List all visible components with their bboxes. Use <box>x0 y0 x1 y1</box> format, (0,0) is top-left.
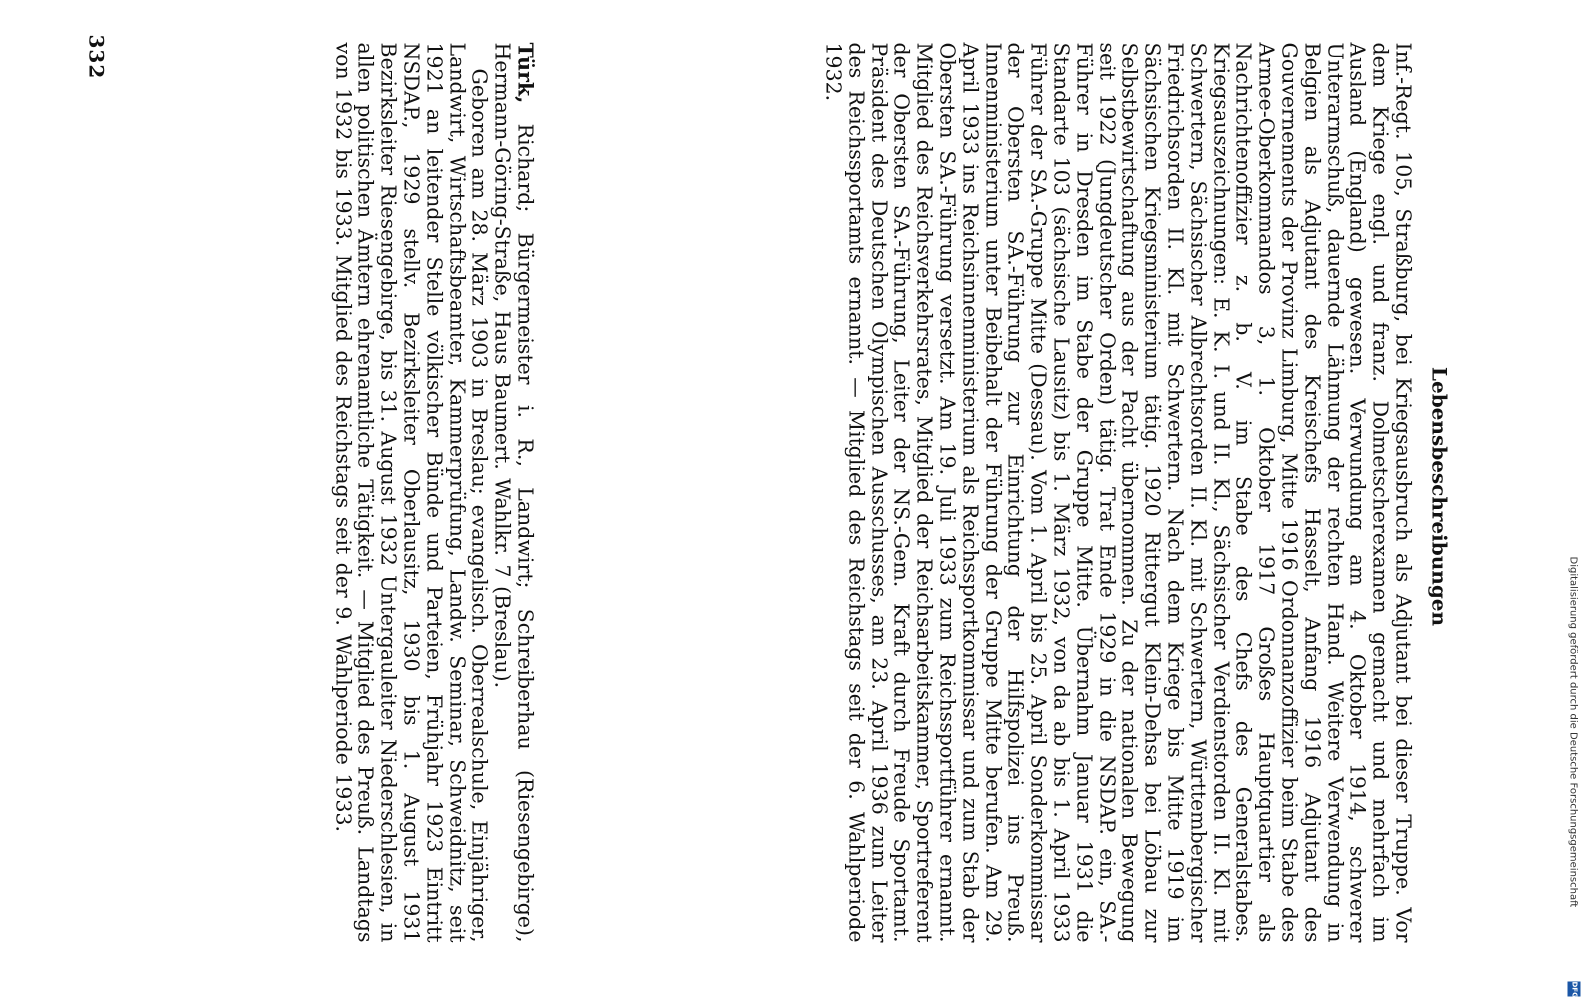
document-page <box>4 0 1583 997</box>
entry-paragraph: Geboren am 28. März 1903 in Breslau; evangelisch. Oberrealschule, Einjähriger, Landwirt, Wirtschaftsbeamter, Kammerprüfung, Landw. Seminar, Schweidnitz, seit 1921 an leitender Stelle völkischer Bünde und Parteien, Frühjahr 1923 Eintritt NSDAP., 1929 stellv. Bezirksleiter Oberlausitz, 1930 bis 1. August 1931 Bezirksleiter Riesengebirge, bis 31. August 1932 Untergauleiter Niederschlesien, in allen politischen Ämtern ehrenamtliche Tätigkeit. — Mitglied des Preuß. Landtags von 1932 bis 1933. Mitglied des Reichstags seit der 9. Wahlperiode 1933. <box>331 42 492 943</box>
page-number: 332 <box>84 34 109 80</box>
biography-entry-continued <box>822 43 1415 943</box>
dfg-logo: DFG <box>1568 982 1581 997</box>
entry-name: Türk, <box>513 42 538 104</box>
biography-entry-tuerk <box>331 43 536 943</box>
entry-paragraph: Inf.-Regt. 105, Straßburg, bei Kriegsausbruch als Adjutant bei dieser Truppe. Vor dem Kriege engl. und franz. Dolmetscherexamen gemacht und mehrfach im Ausland (England) gewesen. Verwundung am 4. Oktober 1914, schwerer Unterarmschuß, dauernde Lähmung der rechten Hand. Weitere Verwendung in Belgien als Adjutant des Kreischefs Hasselt, Anfang 1916 Adjutant des Gouvernements der Provinz Limburg, Mitte 1916 Ordonnanzoffizier beim Stabe des Armee-Oberkommandos 3, 1. Oktober 1917 Großes Hauptquartier als Nachrichtenoffizier z. b. V. im Stabe des Chefs des Generalstabes. Kriegsauszeichnungen: E. K. I. und II. Kl., Sächsischer Verdienstorden II. Kl. mit Schwertern, Sächsischer Albrechtsorden II. Kl. mit Schwertern, Württembergischer Friedrichsorden II. Kl. mit Schwertern. Nach dem Kriege bis Mitte 1919 im Sächsischen Kriegsministerium tätig. 1920 Rittergut Klein-Dehsa bei Löbau zur Selbstbewirtschaftung aus der Pacht übernommen. Zu der nationalen Bewegung seit 1922 (Jungdeutscher Orden) tätig. Trat Ende 1929 in die NSDAP. ein, SA.-Führer in Dresden im Stabe der Gruppe Mitte. Übernahm Januar 1931 die Standarte 103 (sächsische Lausitz) bis 1. März 1932, von da ab bis 1. April 1933 Führer der SA.-Gruppe Mitte (Dessau). Vom 1. April bis 25. April Sonderkommissar der Obersten SA.-Führung zur Einrichtung der Hilfspolizei ins Preuß. Innenministerium unter Beibehalt der Führung der Gruppe Mitte berufen. Am 29. April 1933 ins Reichsinnenministerium als Reichssportkommissar und zum Stab der Obersten SA.-Führung versetzt. Am 19. Juli 1933 zum Reichssportführer ernannt. Mitglied des Reichsverkehrsrates, Mitglied der Reichsarbeitskammer, Sportreferent der Obersten SA.-Führung, Leiter der NS.-Gem. Kraft durch Freude Sportamt. Präsident des Deutschen Olympischen Ausschusses, am 23. April 1936 zum Leiter des Reichssportamts ernannt. — Mitglied des Reichstags seit der 6. Wahlperiode 1932. <box>821 42 1416 943</box>
digitization-credit: Digitalisierung gefördert durch die Deutsche Forschungsgemeinschaft <box>1567 556 1579 908</box>
entry-header <box>491 43 537 943</box>
running-head: Lebensbeschreibungen <box>1427 366 1452 627</box>
entry-header-details: Richard; Bürgermeister i. R., Landwirt; Schreiberhau (Riesengebirge), Hermann-Göring-Straße, Haus Baumert. Wahlkr. 7 (Breslau). <box>490 42 538 943</box>
